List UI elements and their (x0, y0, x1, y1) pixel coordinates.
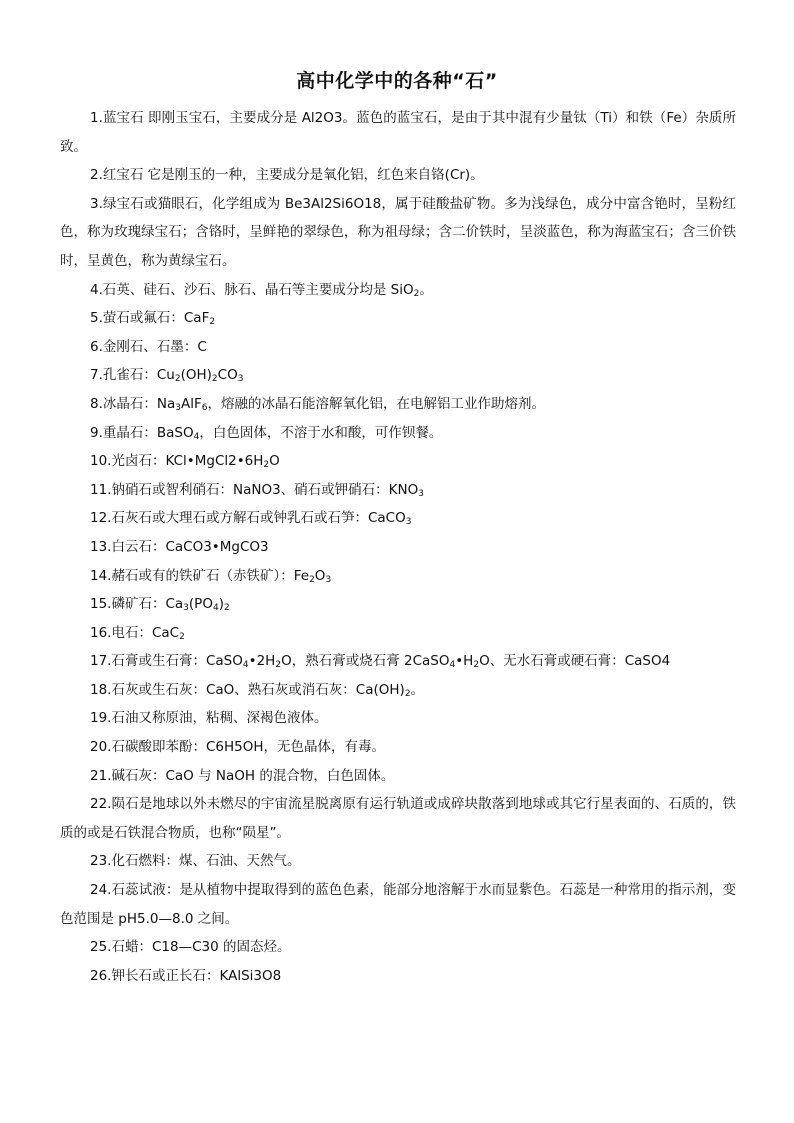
list-item: 12.石灰石或大理石或方解石或钟乳石或石笋：CaCO$_3$ (90, 510, 412, 528)
list-item: 3.绿宝石或猫眼石，化学组成为 Be3Al2Si6O18，属于硅酸盐矿物。多为浅绿色，成分中富含铯时，呈粉红色，称为玫瑰绿宝石；含铬时，呈鲜艳的翠绿色，称为祖母绿；含二价铁时，呈淡蓝色，称为海蓝宝石；含三价铁时，呈黄色，称为黄绿宝石。 (60, 195, 736, 269)
list-item: 14.赭石或有的铁矿石（赤铁矿）：$Fe_2O_3$ (90, 567, 332, 585)
list-item: 18.石灰或生石灰：CaO、熟石灰或消石灰：$Ca(OH)_2$。 (90, 681, 425, 699)
item-list (60, 104, 736, 990)
list-item: 9.重晶石：BaSO$_4$，白色固体，不溶于水和酸，可作钡餐。 (90, 424, 443, 442)
list-item: 26.钾长石或正长石：KAlSi3O8 (90, 967, 282, 984)
list-item: 23.化石燃料：煤、石油、天然气。 (90, 853, 301, 870)
list-item: 11.钠硝石或智利硝石：NaNO3、硝石或钾硝石：$KNO_3$ (90, 481, 424, 499)
list-item: 19.石油又称原油，粘稠、深褐色液体。 (90, 710, 328, 727)
list-item: 4.石英、硅石、沙石、脉石、晶石等主要成分均是 SiO$_2$。 (90, 281, 433, 299)
list-item: 7.孔雀石：$Cu_2(OH)_2CO_3$ (90, 367, 244, 385)
list-item: 8.冰晶石：$Na_3AlF_6$，熔融的冰晶石能溶解氧化铝，在电解铝工业作助熔剂。 (90, 395, 545, 413)
page-title: 高中化学中的各种“石” (296, 70, 498, 92)
list-item: 17.石膏或生石膏：$CaSO_4•2H_2O$，熟石膏或烧石膏 $2CaSO_4•H_2O$、无水石膏或硬石膏：CaSO4 (90, 653, 671, 671)
list-item: 2.红宝石 它是刚玉的一种，主要成分是氧化铝，红色来自铬(Cr)。 (90, 167, 484, 184)
list-item: 22.陨石是地球以外未燃尽的宇宙流星脱离原有运行轨道或成碎块散落到地球或其它行星表面的、石质的，铁质的或是石铁混合物质，也称“陨星”。 (60, 796, 736, 841)
list-item: 20.石碳酸即苯酚：C6H5OH，无色晶体，有毒。 (90, 739, 386, 756)
list-item: 1.蓝宝石 即刚玉宝石，主要成分是 Al2O3。蓝色的蓝宝石，是由于其中混有少量钛（Ti）和铁（Fe）杂质所致。 (60, 110, 736, 155)
list-item: 16.电石：CaC$_2$ (90, 624, 185, 642)
list-item: 13.白云石：CaCO3•MgCO3 (90, 538, 269, 555)
list-item: 24.石蕊试液：是从植物中提取得到的蓝色色素，能部分地溶解于水而显紫色。石蕊是一种常用的指示剂，变色范围是 pH5.0—8.0 之间。 (60, 882, 736, 927)
list-item: 15.磷矿石：$Ca_3(PO_4)_2$ (90, 596, 230, 614)
list-item: 10.光卤石：$KCl•MgCl2•6H_2O$ (90, 453, 280, 471)
list-item: 5.萤石或氟石：CaF$_2$ (90, 310, 216, 328)
list-item: 25.石蜡：C18—C30 的固态烃。 (90, 939, 291, 956)
list-item: 21.碱石灰：CaO 与 NaOH 的混合物，白色固体。 (90, 767, 395, 784)
list-item: 6.金刚石、石墨：C (90, 338, 207, 355)
